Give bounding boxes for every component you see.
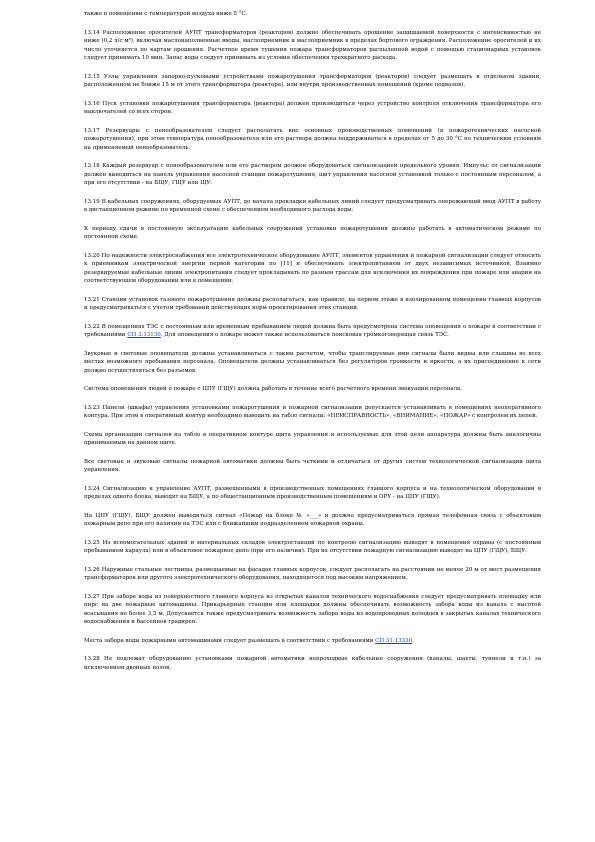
- paragraph-13-19: 13.19 В кабельных сооружениях, оборудуемых АУПТ, до начала прокладки кабельных линий следует предусматривать опережающий ввод АУПТ в работу в дистанционном режиме по временной схеме с обеспечением необходимого расхода воды.: [84, 198, 541, 213]
- paragraph-13-16: 13.16 Пуск установки пожаротушения трансформатора (реактора) должен производиться через устройство контроля отключения трансформатора его выключателей со всех сторон.: [84, 100, 541, 115]
- sp-3-13130-link[interactable]: СП 3.13130: [127, 332, 161, 338]
- paragraph-water-intake: [84, 637, 541, 646]
- paragraph-13-17: 13.17 Резервуары с пенообразователем следует располагать вне основных производственных помещений (в пожаротехнических насосной пожаротушения), при этом температура пенообразователя или его раствора должна поддерживаться в пределах от 5 до 30 °С по техническим условиям на применяемый пенообразователь.: [84, 127, 541, 151]
- paragraph-13-22-text-before: 13.22 В помещениях ТЭС с постоянным или временным пребыванием людей должна быть предусмотрена система оповещения о пожаре в соответствии с требованиями: [84, 323, 541, 338]
- paragraph-13-26: 13.26 Наружные стальные лестницы, размещаемые на фасадах главных корпусов, следует располагать на расстоянии не менее 20 м от мест размещения трансформаторов или другого электротехнического оборудования, находящегося под высоким напряжением.: [84, 566, 541, 581]
- paragraph-water-intake-text-before: Места забора воды пожарными автомашинами следует размещать в соответствии с требованиями: [84, 637, 376, 644]
- paragraph-13-22-text-after: . Для оповещения о пожаре может также использоваться поисковая громкоговорящая связь ТЭС.: [160, 332, 449, 338]
- paragraph-signal-scheme: Схема организации сигналов на табло в оперативном контуре щита управления и используемые для этой цели аппаратура должны быть аналогичны принимаемым на данном щите.: [84, 431, 541, 446]
- paragraph-13-28: 13.28 Не подлежат оборудованию установками пожарной автоматики непроходные кабельные сооружения (каналы, шахты, туннели и т.п.) за исключением двойных полов.: [84, 656, 541, 671]
- sp-31-13330-link[interactable]: СП 31.13330: [375, 637, 413, 644]
- paragraph-13-15: 13.15 Узлы управления запорно-пусковыми устройствами пожаротушения трансформаторов (реакторов) следует размещать в отдельном здании, расположенном не ближе 15 м от этого трансформатора (реактора), или внутри производственных помещений (кроме подвалов).: [84, 73, 541, 88]
- paragraph-cable-acceptance: К периоду сдачи в постоянную эксплуатацию кабельных сооружений установки пожаротушения должны работать в автоматическом режиме по постоянной схеме.: [84, 225, 541, 240]
- paragraph-13-21: 13.21 Станции установок газового пожаротушения должны располагаться, как правило, на первом этаже в изолированном помещении главных корпусов и предусматриваться с учетом требований действующих норм проектирования этих станций.: [84, 296, 541, 311]
- paragraph-notifiers: Звуковые и световые оповещатели должны устанавливаться с таким расчетом, чтобы транслируемые ими сигналы были видны или слышны во всех местах возможного пребывания персонала. Оповещатели должны устанавливаться без регуляторов громкости и яркости, а их присоединение к сети должно осуществляться без разъемов.: [84, 350, 541, 374]
- paragraph-alert-system: Система оповещения людей о пожаре с ЦПУ (ГЩУ) должна работать в течение всего расчетного времени эвакуации персонала.: [84, 386, 463, 392]
- paragraph-temperature-tail: также в помещении с температурой воздуха ниже 5 °С.: [84, 11, 248, 17]
- paragraph-13-25: 13.25 Из вспомогательных зданий и материальных складов электростанций по контролю сигнализацию выводят в помещения охраны (с постоянным пребыванием караула) или в объектовое пожарное депо (при его наличии). При их отсутствии пожарную сигнализацию выводят на ЦПУ (ГЩУ), БЩУ.: [84, 539, 541, 554]
- paragraph-13-27: 13.27 При заборе воды из поверхностного главного корпуса из открытых каналов технического водоснабжения следует предусматривать площадку или пирс на две пожарные автомашины. Прикарьерные станции или площадки должны обеспечивать возможность забора воды из канала с высотой всасывания не более 3,5 м. Допускается также предусматривать возможность забора воды из водопроводных колодцев в закрытых каналах технического водоснабжения и бассейнов градирен.: [84, 593, 541, 625]
- paragraph-signals-distinct: Все световые и звуковые сигналы пожарной автоматики должны быть четкими и отличаться от других систем технологической сигнализации щита управления.: [84, 458, 541, 473]
- paragraph-fire-signal: На ЦПУ (ГЩУ), БЩУ должен выводиться сигнал «Пожар на блоке № «___» и должно предусматриваться прямая телефонная связь с объектовым пожарным депо при его наличии на ТЭС или с ближайшим подразделением пожарной охраны.: [84, 512, 541, 527]
- paragraph-13-18: 13.18 Каждый резервуар с пенообразователем или его раствором должен оборудоваться сигнализацией предельного уровня. Импульс от сигнализации должен выводиться на панель управления насосной станции пожаротушения, щит управления насосной установкой только с постоянным персоналом, а при его отсутствии - на БЩУ, ГЩУ или ЩУ.: [84, 163, 541, 186]
- paragraph-13-20: 13.20 По надежности электроснабжения все электротехническое оборудование АУПТ, элементов управления и пожарной сигнализации следует относить к приемникам электрической энергии первой категории по [11] и обеспечивать электропитанием от двух независимых источников. Взаимно резервируемые кабельные линии электропитания следует прокладывать по разным трассам для исключения их повреждения при пожаре или аварии на соответствующем оборудовании или в помещении.: [84, 252, 541, 284]
- paragraph-13-14: 13.14 Расположение оросителей АУПТ трансформаторов (реакторов) должно обеспечивать орошение защищаемой поверхности с интенсивностью не ниже (0,2 л/с·м²), включая маслонаполненные вводы, маслоприемник и маслоприемник в пределах бортового ограждения. Расположение оросителей и их число уточняется по картам орошения. Расчетное время тушения пожара трансформаторов распыленной водой с помощью стационарных установок следует принимать 10 мин. Запас воды следует принимать из условия обеспечения трехкратного расхода.: [84, 29, 541, 61]
- paragraph-water-intake-text-after: .: [412, 637, 414, 644]
- paragraph-13-22: [84, 323, 541, 340]
- paragraph-13-23: 13.23 Панели (шкафы) управления установками пожаротушения и пожарной сигнализации допускается устанавливать в помещениях неоперативного контура. При этом в оперативный контур необходимо выводить на табло сигналы: «НЕИСПРАВНОСТЬ», «ВНИМАНИЕ», «ПОЖАР» с контролем их цепей.: [84, 404, 541, 419]
- paragraph-13-24: 13.24 Сигнализацию и управление АУПТ, размещенными в производственных помещениях главного корпуса и на технологическом оборудовании в пределах одного блока, выводят на БЩУ, а по общестанционным производственным помещениям и ОРУ - на ЦПУ (ГЩУ).: [84, 485, 541, 500]
